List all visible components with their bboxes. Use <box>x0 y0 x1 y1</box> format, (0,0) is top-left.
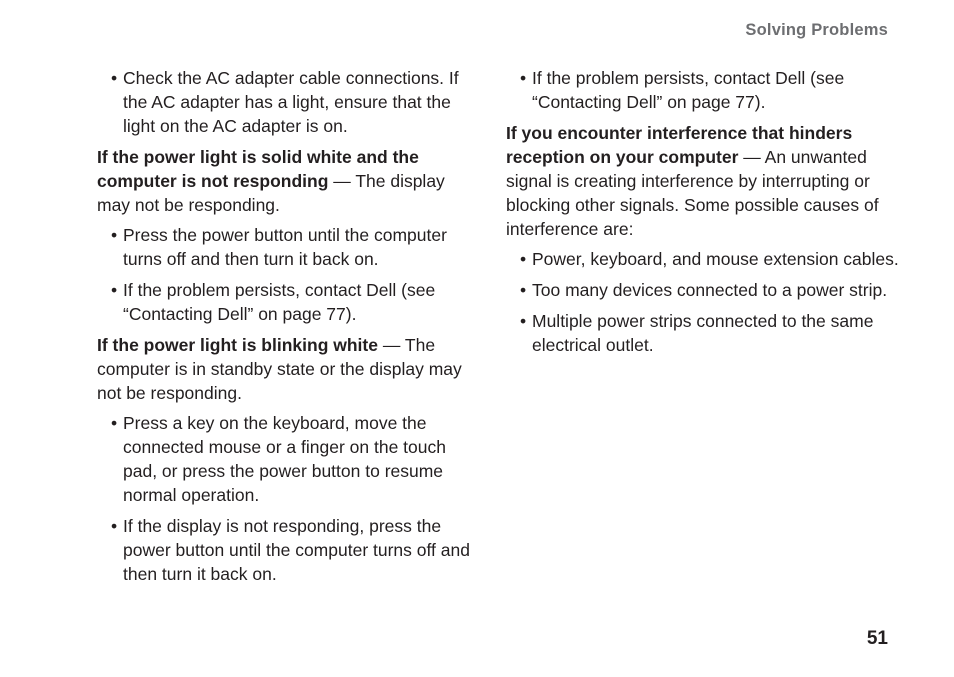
bullet-icon: • <box>111 516 118 536</box>
paragraph-lead: If the power light is solid white and the computer is not responding <box>97 147 419 191</box>
page-number: 51 <box>866 628 888 649</box>
list-item: • If the problem persists, contact Dell (see “Contacting Dell” on page 77). <box>111 280 436 324</box>
paragraph: If the power light is blinking white — The computer is in standby state or the display may not be responding. <box>97 335 462 403</box>
bullet-icon: • <box>111 225 118 245</box>
bullet-icon: • <box>111 280 118 300</box>
list-item: • If the problem persists, contact Dell (see “Contacting Dell” on page 77). <box>520 68 845 112</box>
bullet-list <box>97 411 482 586</box>
bullet-icon: • <box>520 311 527 331</box>
bullet-list <box>97 223 482 326</box>
list-item: • Press the power button until the computer turns off and then turn it back on. <box>111 225 447 269</box>
bullet-icon: • <box>520 280 527 300</box>
list-item: • Press a key on the keyboard, move the connected mouse or a finger on the touch pad, or press the power button to resume normal operation. <box>111 413 446 505</box>
list-item: • If the display is not responding, press the power button until the computer turns off and then turn it back on. <box>111 516 470 584</box>
left-column <box>97 66 482 593</box>
list-item: • Too many devices connected to a power strip. <box>520 280 888 300</box>
paragraph-lead: If the power light is blinking white <box>97 335 378 355</box>
bullet-icon: • <box>520 249 527 269</box>
bullet-icon: • <box>111 68 118 88</box>
list-item: • Power, keyboard, and mouse extension cables. <box>520 249 899 269</box>
list-item: • Check the AC adapter cable connections. If the AC adapter has a light, ensure that the light on the AC adapter is on. <box>111 68 459 136</box>
bullet-icon: • <box>520 68 527 88</box>
bullet-list <box>97 66 482 138</box>
list-item: • Multiple power strips connected to the same electrical outlet. <box>520 311 874 355</box>
paragraph-lead: If you encounter interference that hinders reception on your computer <box>506 123 853 167</box>
bullet-list <box>506 66 906 114</box>
paragraph: If the power light is solid white and the computer is not responding — The display may not be responding. <box>97 147 445 215</box>
paragraph: If you encounter interference that hinders reception on your computer — An unwanted signal is creating interference by interrupting or blocking other signals. Some possible causes of interference are: <box>506 123 879 239</box>
bullet-list <box>506 247 906 357</box>
bullet-icon: • <box>111 413 118 433</box>
running-header: Solving Problems <box>745 21 888 39</box>
right-column <box>506 66 906 364</box>
